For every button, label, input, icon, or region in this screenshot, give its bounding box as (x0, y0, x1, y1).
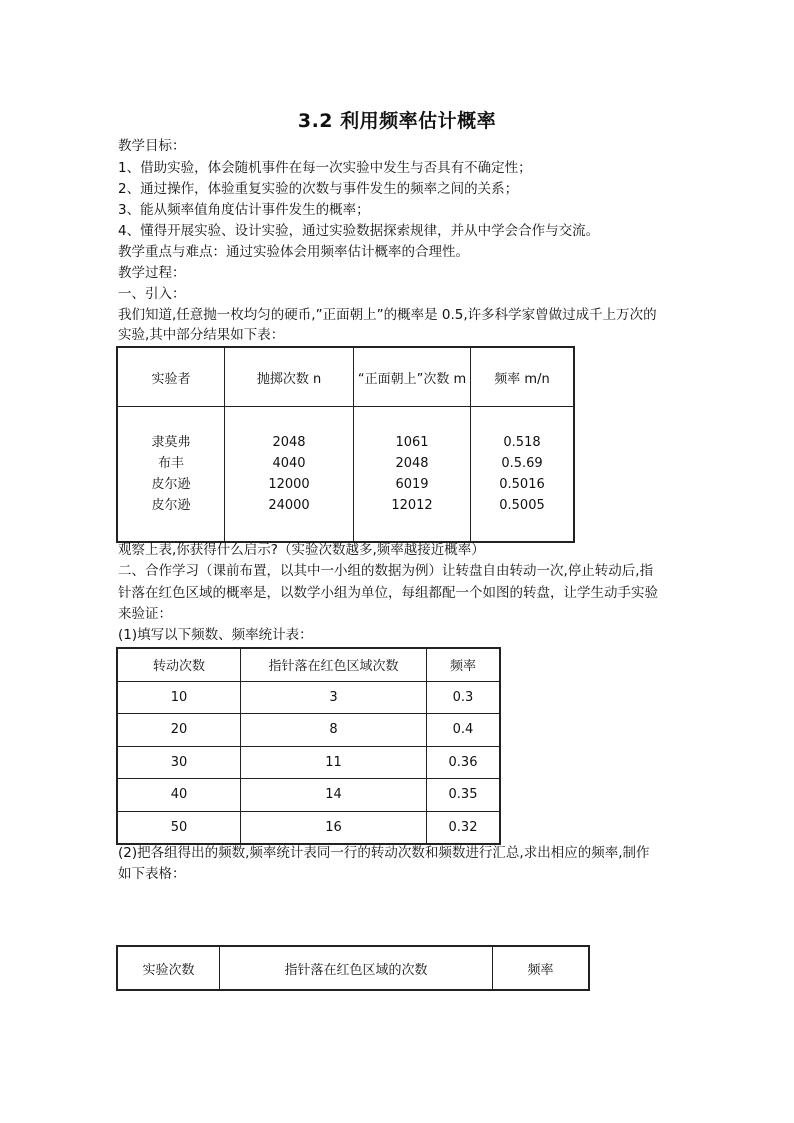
frequency-value: 0.3 (427, 681, 501, 714)
red-count: 3 (241, 681, 427, 714)
heads-count: 1061 (395, 435, 429, 450)
experimenter-column (117, 407, 225, 543)
experimenter-name: 布丰 (157, 456, 184, 471)
heads-count: 6019 (395, 477, 429, 492)
table-row (117, 681, 500, 714)
spin-count: 40 (117, 779, 241, 812)
frequency-value: 0.5016 (499, 477, 545, 492)
spin-count: 50 (117, 811, 241, 844)
heads-count-column (354, 407, 471, 543)
summary-table (116, 945, 590, 991)
goal-1: 1、借助实验，体会随机事件在每一次实验中发生与否具有不确定性； (118, 160, 532, 176)
frequency-value: 0.5005 (499, 498, 545, 513)
intro-text-2: 实验,其中部分结果如下表： (118, 327, 285, 343)
header-red-count: 指针落在红色区域的次数 (220, 946, 493, 990)
coop-text-2: 针落在红色区域的概率是，以数学小组为单位，每组都配一个如图的转盘，让学生动手实验 (118, 585, 658, 601)
header-frequency: 频率 (493, 946, 590, 990)
red-count: 11 (241, 746, 427, 779)
spin-count: 30 (117, 746, 241, 779)
coop-text-1: 二、合作学习（课前布置，以其中一小组的数据为例）让转盘自由转动一次,停止转动后,指 (118, 563, 654, 579)
goals-heading: 教学目标： (118, 138, 186, 154)
frequency-value: 0.518 (503, 435, 541, 450)
red-count: 14 (241, 779, 427, 812)
key-points: 教学重点与难点：通过实验体会用频率估计概率的合理性。 (118, 244, 469, 260)
header-trial-count: 实验次数 (142, 962, 195, 978)
table-row (117, 946, 589, 990)
goal-2: 2、通过操作，体验重复实验的次数与事件发生的频率之间的关系； (118, 181, 519, 197)
coin-toss-table (116, 346, 575, 543)
toss-count: 12000 (268, 477, 310, 492)
goal-3: 3、能从频率值角度估计事件发生的概率； (118, 202, 370, 218)
frequency-column (471, 407, 575, 543)
toss-count: 2048 (272, 435, 306, 450)
toss-count-column (225, 407, 354, 543)
spinner-table (116, 647, 501, 845)
frequency-value: 0.35 (427, 779, 501, 812)
red-count: 8 (241, 714, 427, 747)
toss-count: 24000 (268, 498, 310, 513)
experimenter-name: 皮尔逊 (151, 477, 191, 492)
frequency-value: 0.4 (427, 714, 501, 747)
step-2-text-1: (2)把各组得出的频数,频率统计表同一行的转动次数和频数进行汇总,求出相应的频率,制作 (118, 845, 650, 861)
coop-text-3: 来验证： (118, 606, 172, 622)
header-toss-count: 抛掷次数 n (225, 347, 354, 407)
header-heads-count: “正面朝上”次数 m (354, 347, 471, 407)
red-count: 16 (241, 811, 427, 844)
frequency-value: 0.32 (427, 811, 501, 844)
table-row (117, 811, 500, 844)
frequency-value: 0.36 (427, 746, 501, 779)
heads-count: 2048 (395, 456, 429, 471)
page-title: 3.2 利用频率估计概率 (297, 110, 497, 132)
toss-count: 4040 (272, 456, 306, 471)
spin-count: 10 (117, 681, 241, 714)
table-row (117, 746, 500, 779)
intro-heading: 一、引入： (118, 286, 186, 302)
header-red-count: 指针落在红色区域次数 (241, 648, 427, 681)
goal-4: 4、懂得开展实验、设计实验，通过实验数据探索规律，并从中学会合作与交流。 (118, 223, 600, 239)
spin-count: 20 (117, 714, 241, 747)
header-spin-count: 转动次数 (117, 648, 241, 681)
experimenter-name: 隶莫弗 (151, 435, 191, 450)
intro-text-1: 我们知道,任意抛一枚均匀的硬币,”正面朝上”的概率是 0.5,许多科学家曾做过成千上万次的 (118, 307, 657, 323)
header-frequency: 频率 m/n (471, 347, 575, 407)
observe-question: 观察上表,你获得什么启示?（实验次数越多,频率越接近概率） (118, 542, 485, 558)
step-1: (1)填写以下频数、频率统计表： (118, 627, 313, 643)
process-heading: 教学过程： (118, 265, 186, 281)
table-row (117, 648, 500, 681)
header-frequency: 频率 (427, 648, 501, 681)
experimenter-name: 皮尔逊 (151, 498, 191, 513)
step-2-text-2: 如下表格： (118, 866, 186, 882)
heads-count: 12012 (391, 498, 433, 513)
table-row (117, 714, 500, 747)
header-experimenter: 实验者 (117, 347, 225, 407)
table-row (117, 779, 500, 812)
frequency-value: 0.5.69 (501, 456, 543, 471)
